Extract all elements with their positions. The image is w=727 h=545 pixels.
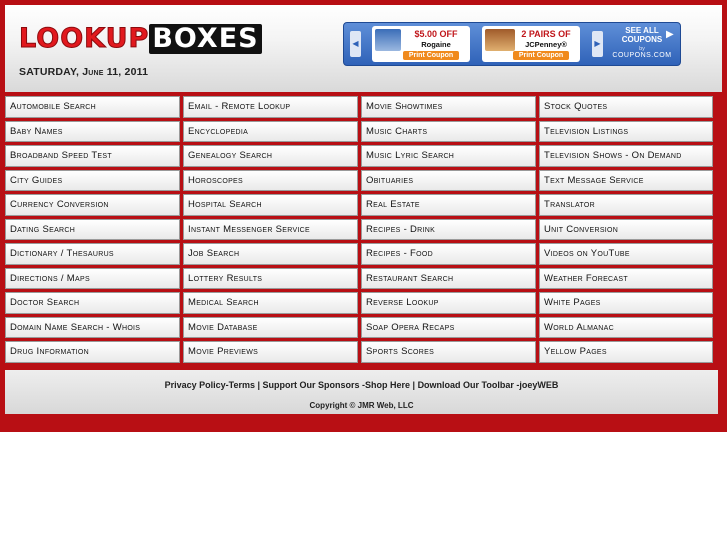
footer-separator: |	[410, 380, 418, 390]
category-link[interactable]: Doctor Search	[5, 292, 180, 314]
footer-separator: |	[254, 380, 263, 390]
category-link[interactable]: Drug Information	[5, 341, 180, 363]
category-link[interactable]: Directions / Maps	[5, 268, 180, 290]
category-link[interactable]: Movie Previews	[183, 341, 358, 363]
coupon-ad-banner	[343, 22, 681, 66]
category-link[interactable]: Lottery Results	[183, 268, 358, 290]
logo-text-boxes: BOXES	[149, 24, 261, 54]
category-link[interactable]: Television Shows - On Demand	[539, 145, 713, 167]
category-link[interactable]: City Guides	[5, 170, 180, 192]
coupon-subtitle: JCPenney®	[525, 40, 567, 49]
coupon-subtitle: Rogaine	[421, 40, 451, 49]
site-logo[interactable]	[19, 24, 262, 54]
coupon-jcpenney[interactable]	[482, 26, 580, 62]
category-link[interactable]: Dictionary / Thesaurus	[5, 243, 180, 265]
category-link[interactable]: Text Message Service	[539, 170, 713, 192]
category-link[interactable]: Reverse Lookup	[361, 292, 536, 314]
category-link[interactable]: Dating Search	[5, 219, 180, 241]
category-link[interactable]: Stock Quotes	[539, 96, 713, 118]
category-link[interactable]: Automobile Search	[5, 96, 180, 118]
footer	[5, 370, 718, 414]
category-link[interactable]: World Almanac	[539, 317, 713, 339]
ad-prev-arrow-icon[interactable]: ◀	[350, 31, 361, 57]
category-link[interactable]: Broadband Speed Test	[5, 145, 180, 167]
download-toolbar-link[interactable]: Download Our Toolbar	[417, 380, 514, 390]
terms-link[interactable]: -Terms	[225, 380, 255, 390]
header	[5, 5, 722, 92]
category-link[interactable]: Real Estate	[361, 194, 536, 216]
coupons-brand: COUPONS.COM	[612, 52, 672, 59]
footer-links	[5, 380, 718, 390]
category-link[interactable]: Music Lyric Search	[361, 145, 536, 167]
category-link[interactable]: Genealogy Search	[183, 145, 358, 167]
see-all-line2: COUPONS	[621, 35, 663, 44]
category-link[interactable]: Baby Names	[5, 121, 180, 143]
joeyweb-link[interactable]: joeyWEB	[519, 380, 559, 390]
category-link[interactable]: Translator	[539, 194, 713, 216]
category-link[interactable]: Email - Remote Lookup	[183, 96, 358, 118]
category-link[interactable]: Movie Showtimes	[361, 96, 536, 118]
category-link[interactable]: Obituaries	[361, 170, 536, 192]
category-link[interactable]: Videos on YouTube	[539, 243, 713, 265]
category-link[interactable]: Medical Search	[183, 292, 358, 314]
support-sponsors-link[interactable]: Support Our Sponsors	[262, 380, 360, 390]
print-coupon-button[interactable]: Print Coupon	[403, 51, 459, 60]
footer-separator: -	[359, 380, 366, 390]
category-link[interactable]: Instant Messenger Service	[183, 219, 358, 241]
product-image-icon	[375, 29, 401, 51]
category-link[interactable]: Job Search	[183, 243, 358, 265]
privacy-policy-link[interactable]: Privacy Policy	[164, 380, 226, 390]
page-blank-area	[0, 432, 727, 545]
category-link[interactable]: Sports Scores	[361, 341, 536, 363]
category-link[interactable]: Unit Conversion	[539, 219, 713, 241]
footer-separator: -	[513, 380, 520, 390]
category-link[interactable]: Restaurant Search	[361, 268, 536, 290]
ad-next-arrow-icon[interactable]: ▶	[592, 31, 603, 57]
category-link[interactable]: Encyclopedia	[183, 121, 358, 143]
category-link[interactable]: Recipes - Drink	[361, 219, 536, 241]
coupon-title: 2 PAIRS OF	[521, 29, 571, 39]
product-image-icon	[485, 29, 515, 51]
category-link[interactable]: Television Listings	[539, 121, 713, 143]
logo-text-lookup: LOOKUP	[19, 23, 150, 54]
category-link[interactable]: Currency Conversion	[5, 194, 180, 216]
category-link[interactable]: White Pages	[539, 292, 713, 314]
coupon-title: $5.00 OFF	[414, 29, 458, 39]
category-link[interactable]: Weather Forecast	[539, 268, 713, 290]
shop-here-link[interactable]: Shop Here	[365, 380, 411, 390]
category-grid	[5, 96, 718, 363]
category-link[interactable]: Horoscopes	[183, 170, 358, 192]
coupon-rogaine[interactable]	[372, 26, 470, 62]
category-link[interactable]: Yellow Pages	[539, 341, 713, 363]
see-all-coupons-link[interactable]	[606, 26, 678, 59]
category-link[interactable]: Soap Opera Recaps	[361, 317, 536, 339]
category-link[interactable]: Hospital Search	[183, 194, 358, 216]
category-link[interactable]: Recipes - Food	[361, 243, 536, 265]
see-all-line1: SEE ALL	[625, 26, 659, 35]
copyright-text: Copyright © JMR Web, LLC	[309, 401, 414, 410]
ad-by-label: by	[639, 46, 645, 52]
category-link[interactable]: Domain Name Search - Whois	[5, 317, 180, 339]
print-coupon-button[interactable]: Print Coupon	[513, 51, 569, 60]
category-link[interactable]: Movie Database	[183, 317, 358, 339]
category-link[interactable]: Music Charts	[361, 121, 536, 143]
play-arrow-icon: ▶	[666, 29, 674, 40]
current-date: SATURDAY, June 11, 2011	[19, 66, 149, 78]
